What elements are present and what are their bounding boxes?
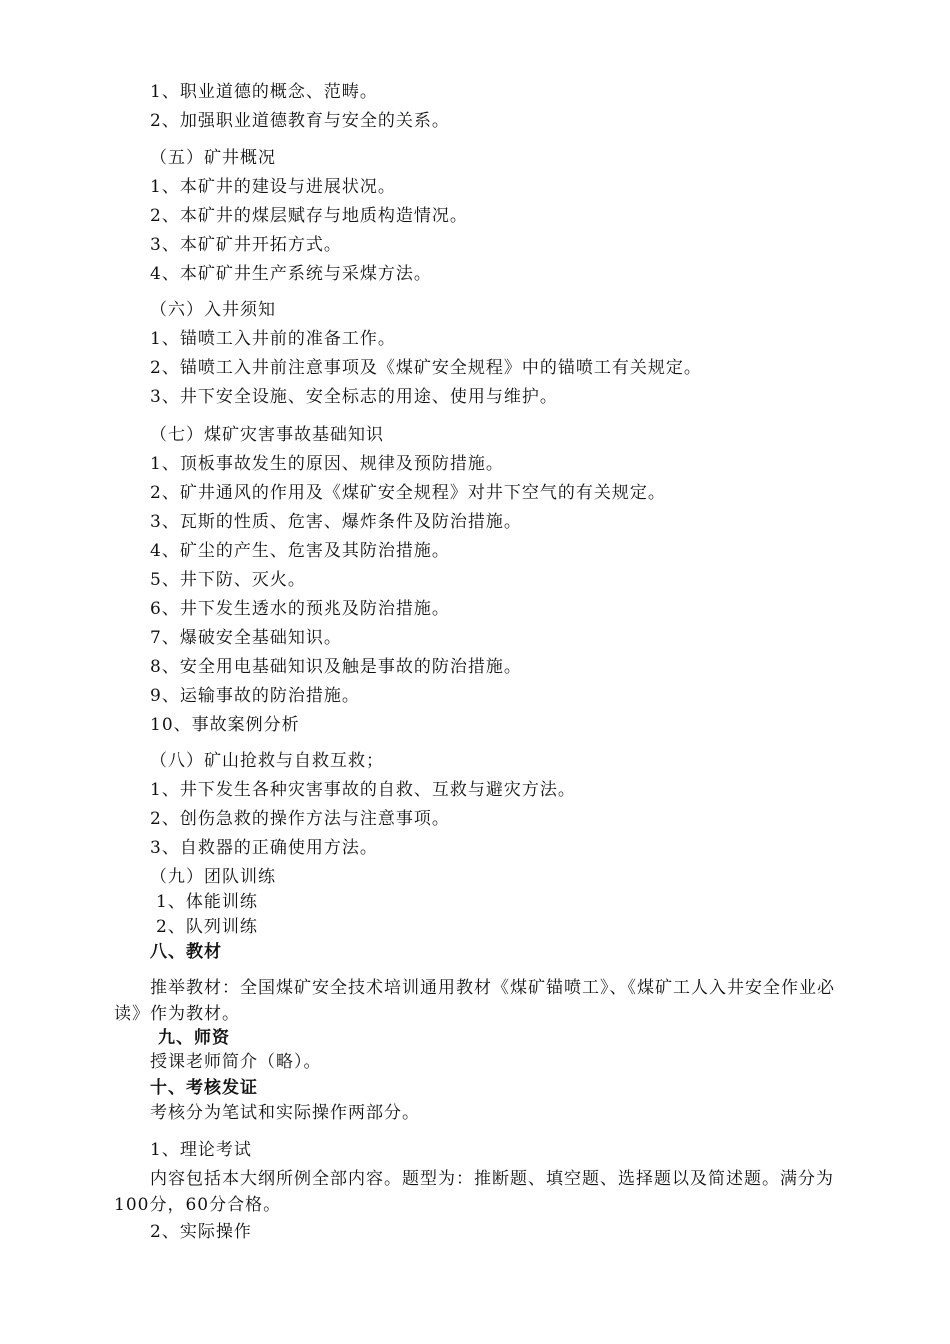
list-item: 10、事故案例分析 [150,715,300,735]
list-item: 3、自救器的正确使用方法。 [150,838,378,858]
list-item: 2、队列训练 [156,917,258,937]
textbook-paragraph: 推举教材：全国煤矿安全技术培训通用教材《煤矿锚喷工》、《煤矿工人入井安全作业必读》作为教材。 [114,978,835,1024]
list-item: 4、本矿矿井生产系统与采煤方法。 [150,264,432,284]
list-item: 9、运输事故的防治措施。 [150,686,360,706]
list-item: 8、安全用电基础知识及触是事故的防治措施。 [150,657,522,677]
list-item: 2、锚喷工入井前注意事项及《煤矿安全规程》中的锚喷工有关规定。 [150,358,702,378]
list-item: 5、井下防、灭火。 [150,570,306,590]
subsection-heading: （九）团队训练 [150,867,276,887]
assessment-intro: 考核分为笔试和实际操作两部分。 [150,1103,420,1123]
list-item: 2、矿井通风的作用及《煤矿安全规程》对井下空气的有关规定。 [150,483,666,503]
practical-exam-title: 2、实际操作 [150,1222,252,1242]
list-item: 2、创伤急救的操作方法与注意事项。 [150,809,450,829]
list-item: 1、本矿井的建设与进展状况。 [150,177,396,197]
theory-exam-title: 1、理论考试 [150,1140,252,1160]
subsection-heading: （五）矿井概况 [150,148,276,168]
list-item: 3、瓦斯的性质、危害、爆炸条件及防治措施。 [150,512,522,532]
list-item: 1、锚喷工入井前的准备工作。 [150,329,396,349]
section-heading-assessment: 十、考核发证 [150,1078,258,1098]
section-heading-teachers: 九、师资 [158,1028,230,1048]
list-item: 1、顶板事故发生的原因、规律及预防措施。 [150,454,504,474]
list-item: 3、井下安全设施、安全标志的用途、使用与维护。 [150,387,558,407]
list-item: 1、井下发生各种灾害事故的自救、互救与避灾方法。 [150,780,576,800]
list-item: 4、矿尘的产生、危害及其防治措施。 [150,541,450,561]
list-item: 3、本矿矿井开拓方式。 [150,235,342,255]
list-item: 7、爆破安全基础知识。 [150,628,342,648]
list-item: 1、体能训练 [156,892,258,912]
subsection-heading: （八）矿山抢救与自救互救； [150,751,384,771]
list-item: 2、本矿井的煤层赋存与地质构造情况。 [150,206,468,226]
list-item: 2、加强职业道德教育与安全的关系。 [150,111,450,131]
subsection-heading: （七）煤矿灾害事故基础知识 [150,425,384,445]
theory-exam-paragraph: 内容包括本大纲所例全部内容。题型为：推断题、填空题、选择题以及简述题。满分为100分，60分合格。 [114,1169,834,1215]
section-heading-textbook: 八、教材 [150,942,222,962]
list-item: 6、井下发生透水的预兆及防治措施。 [150,599,450,619]
teachers-paragraph: 授课老师简介（略）。 [150,1052,322,1072]
list-item: 1、职业道德的概念、范畴。 [150,82,378,102]
subsection-heading: （六）入井须知 [150,300,276,320]
